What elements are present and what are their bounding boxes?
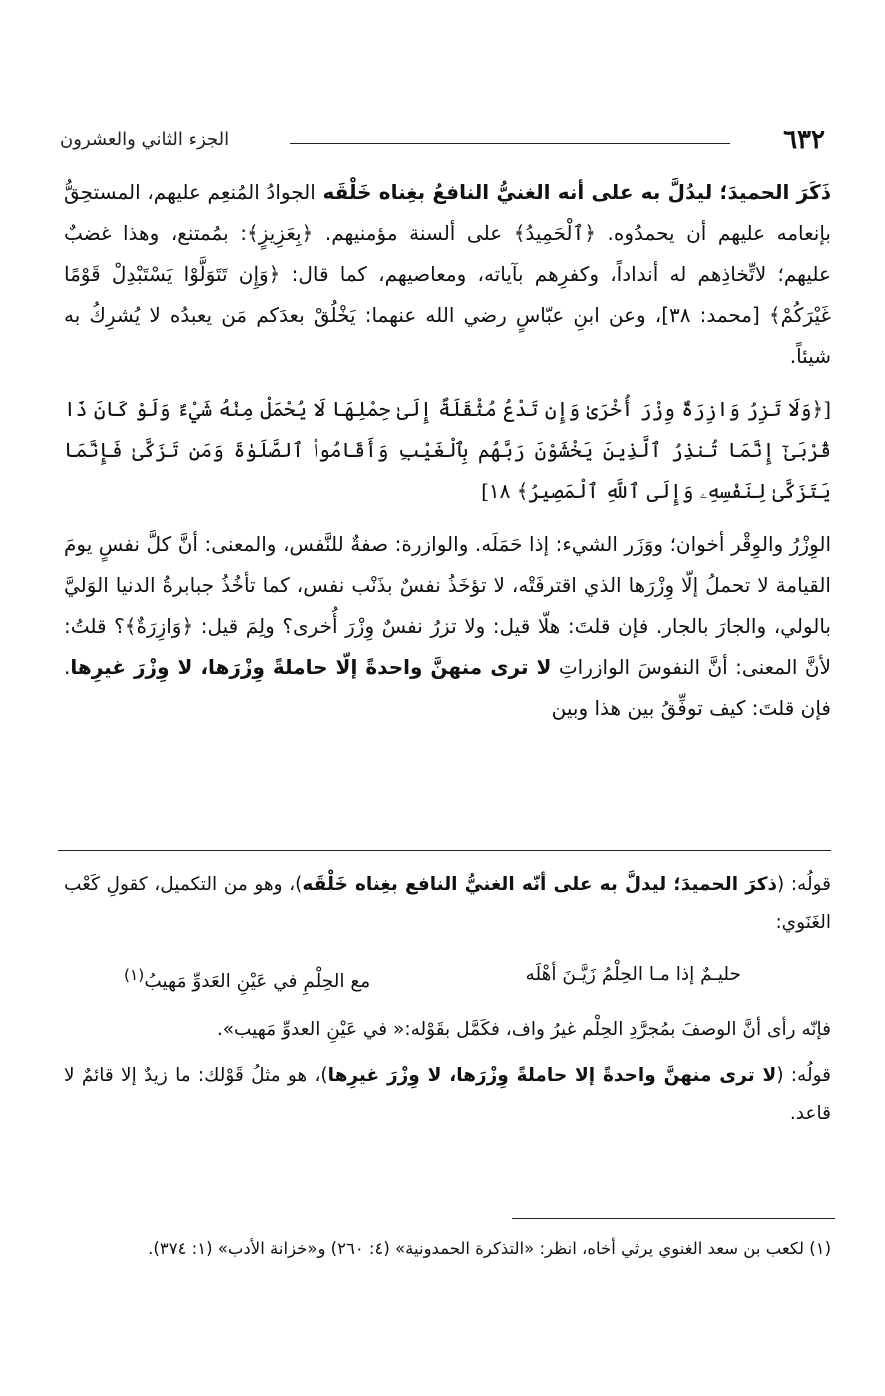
header-rule bbox=[290, 143, 730, 144]
text-run: قولُه: ( bbox=[776, 1065, 831, 1087]
commentary-2: فإنّه رأى أنَّ الوصفَ بمُجرَّدِ الحِلْم غيرُ واف، فكَمَّل بقَوْله:« في عَيْنِ العدوِّ مَهيب». bbox=[216, 1019, 831, 1041]
quoted-phrase: لا ترى منهنَّ واحدةً إلا حاملةً وِزْرَها، لا وِزْرَ غيرِها bbox=[327, 1065, 777, 1087]
bold-phrase: لا ترى منهنَّ واحدةً إلّا حاملةً وِزْرَها، لا وِزْرَ غيرِها bbox=[70, 655, 552, 679]
running-title: الجزء الثاني والعشرون bbox=[60, 129, 230, 150]
quoted-phrase: ذكرَ الحميدَ؛ ليدلَّ به على أنّه الغنيُّ النافع بغِناه خَلْقَه bbox=[302, 874, 777, 895]
text-run: . فإن قلتَ: كيف توفِّقُ بين هذا وبين bbox=[64, 655, 831, 720]
footnote: (١) لكعب بن سعد الغنوي يرثي أخاه، انظر: «التذكرة الحمدونية» (٤: ٢٦٠) و«خزانة الأدب» (١: ٣٧٤). bbox=[148, 1239, 831, 1258]
footnote-marker: (١) bbox=[124, 966, 145, 984]
text-run: الوِزْرُ والوِقْر أخوان؛ ووَزَر الشيء: إذا حَمَلَه. والوازرة: صفةٌ للنَّفس، والمعنى: أنَّ كلَّ نفسٍ يومَ القيامة لا تحملُ إلّا وِزْرَها الذي اقترفَتْه، لا تؤخَذُ نفسٌ بذَنْب نفس، كما تأخُذُ جبابرةُ الدنيا الوَليَّ بالولي، والجارَ بالجار. فإن قلتَ: هلّا قيل: ولا تزرُ نفسٌ وِزْرَ أُخرى؟ ولِمَ قيل: ﴿وَازِرَةٌ﴾؟ قلتُ: لأنَّ المعنى: أنَّ النفوسَ الوازراتِ bbox=[64, 532, 831, 679]
page-number: ٦٣٢ bbox=[783, 125, 825, 155]
text-run: قولُه: ( bbox=[776, 874, 832, 895]
commentary-section bbox=[64, 866, 831, 1141]
text-run: [محمد: ٣٨]، وعن ابنِ عبّاسٍ رضي الله عنهما: يَخْلُقْ بعدَكم مَن يعبدُه لا يُشرِكُ به شيئاً. bbox=[64, 303, 831, 368]
page-header bbox=[60, 125, 825, 165]
poem-first-hemistich: حليـمٌ إذا مـا الحِلْمُ زَيَّـنَ أهْلَه bbox=[525, 964, 741, 985]
main-text bbox=[64, 172, 831, 741]
paragraph-3 bbox=[64, 524, 831, 729]
poem-second-hemistich bbox=[124, 956, 370, 1001]
text-run: الجوادُ المُنعِم عليهم، المستحِقُّ بإنعامه عليهم أن يحمدُوه. ﴿ٱلْحَمِيدُ﴾ على ألسنة مؤمنيهم. ﴿بِعَزِيزٍ﴾: بمُمتنع، وهذا غضبٌ عليهم؛ لاتِّخاذِهم له أنداداً، وكفرِهم بآياته، ومعاصيهم، كما قال: bbox=[64, 180, 831, 286]
quran-verse-block: [﴿وَلَا تَزِرُ وَازِرَةٌ وِزْرَ أُخْرَىٰ وَإِن تَدْعُ مُثْقَلَةٌ إِلَىٰ حِمْلِهَا لَا يُحْمَلْ مِنْهُ شَيْءٌ وَلَوْ كَانَ ذَا قُرْبَىٰٓ إِنَّمَا تُنذِرُ ٱلَّذِينَ يَخْشَوْنَ رَبَّهُم بِٱلْغَيْبِ وَأَقَامُوا۟ ٱلصَّلَوٰةَ وَمَن تَزَكَّىٰ فَإِنَّمَا يَتَزَكَّىٰ لِنَفْسِهِۦ وَإِلَى ٱللَّهِ ٱلْمَصِيرُ﴾ ١٨] bbox=[64, 397, 831, 503]
poem-verse bbox=[64, 950, 831, 1011]
commentary-divider bbox=[58, 850, 831, 851]
text-run: مع الحِلْمِ في عَيْنِ العَدوِّ مَهيبُ bbox=[144, 971, 371, 993]
text-run: )، هو مثلُ قَوْلك: ما زيدٌ إلا قائمٌ لا قاعد. bbox=[64, 1065, 831, 1125]
commentary-3 bbox=[64, 1057, 831, 1133]
text-run: )، وهو من التكميل، كقولِ كَعْب الغَنَوي: bbox=[64, 874, 831, 933]
commentary-1 bbox=[64, 866, 831, 942]
quran-quote: ﴿وَإِن تَتَوَلَّوْا يَسْتَبْدِلْ قَوْمًا غَيْرَكُمْ﴾ bbox=[64, 262, 831, 327]
bold-phrase: ذَكَرَ الحميدَ؛ ليدُلَّ به على أنه الغنيُّ النافعُ بغِناه خَلْقَه bbox=[322, 180, 831, 204]
footnote-divider bbox=[512, 1218, 835, 1219]
paragraph-1 bbox=[64, 172, 831, 377]
